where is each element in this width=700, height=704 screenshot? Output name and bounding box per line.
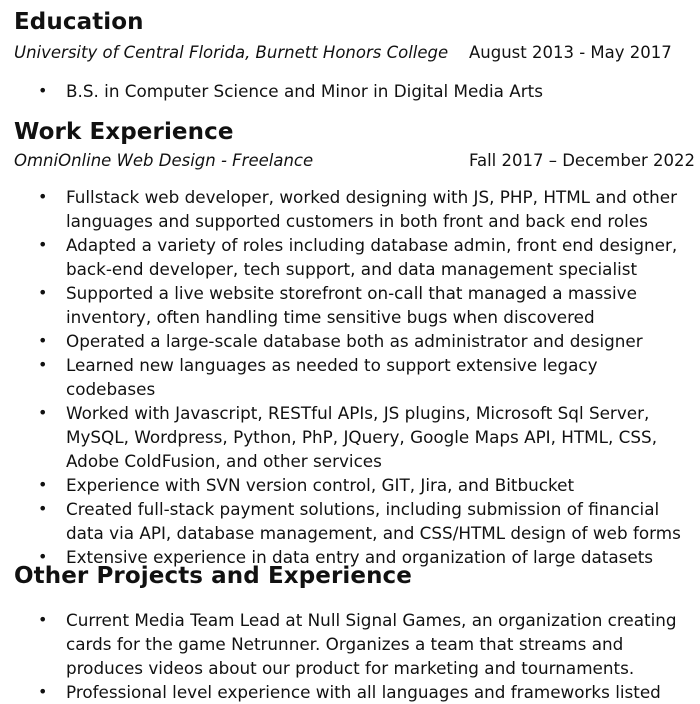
list-item-text: Fullstack web developer, worked designing with JS, PHP, HTML and other languages and supported customers in both front and back end roles	[66, 187, 677, 231]
list-item	[14, 185, 686, 233]
education-heading: Education	[14, 9, 144, 35]
work-org-line	[14, 150, 700, 172]
list-item-text: Learned new languages as needed to support extensive legacy codebases	[66, 355, 598, 399]
list-item-text: B.S. in Computer Science and Minor in Digital Media Arts	[66, 81, 543, 101]
education-org: University of Central Florida, Burnett Honors College	[14, 43, 449, 62]
list-item	[14, 329, 686, 353]
list-item-text: Worked with Javascript, RESTful APIs, JS plugins, Microsoft Sql Server, MySQL, Wordpress, Python, PhP, JQuery, Google Maps API, HTML, CSS, Adobe ColdFusion, and other services	[66, 403, 658, 471]
bullet-icon: •	[38, 682, 48, 701]
list-item	[14, 680, 686, 704]
list-item-text: Extensive experience in data entry and organization of large datasets	[66, 547, 654, 567]
bullet-icon: •	[38, 283, 48, 302]
list-item-text: Adapted a variety of roles including database admin, front end designer, back-end developer, tech support, and data management specialist	[66, 235, 678, 279]
list-item	[14, 79, 686, 103]
bullet-icon: •	[38, 499, 48, 518]
bullet-icon: •	[38, 547, 48, 566]
bullet-icon: •	[38, 355, 48, 374]
bullet-icon: •	[38, 475, 48, 494]
list-item-text: Professional level experience with all languages and frameworks listed	[66, 682, 661, 702]
work-org: OmniOnline Web Design - Freelance	[14, 151, 314, 170]
other-projects-list	[14, 608, 686, 704]
bullet-icon: •	[38, 235, 48, 254]
list-item-text: Created full-stack payment solutions, including submission of financial data via API, database management, and CSS/HTML design of web forms	[66, 499, 681, 543]
list-item-text: Current Media Team Lead at Null Signal Games, an organization creating cards for the game Netrunner. Organizes a team that streams and produces videos about our product for marketing and tournaments.	[66, 610, 677, 678]
bullet-icon: •	[38, 187, 48, 206]
education-list	[14, 79, 686, 103]
bullet-icon: •	[38, 81, 48, 100]
other-projects-heading: Other Projects and Experience	[14, 563, 412, 589]
list-item-text: Operated a large-scale database both as administrator and designer	[66, 331, 643, 351]
list-item	[14, 473, 686, 497]
work-list	[14, 185, 686, 569]
list-item-text: Experience with SVN version control, GIT, Jira, and Bitbucket	[66, 475, 575, 495]
work-dates: Fall 2017 – December 2022	[469, 151, 696, 170]
bullet-icon: •	[38, 610, 48, 629]
list-item	[14, 401, 686, 473]
education-org-line	[14, 42, 700, 64]
work-experience-heading: Work Experience	[14, 119, 234, 145]
bullet-icon: •	[38, 403, 48, 422]
list-item	[14, 281, 686, 329]
education-dates: August 2013 - May 2017	[469, 43, 672, 62]
bullet-icon: •	[38, 331, 48, 350]
list-item	[14, 497, 686, 545]
list-item-text: Supported a live website storefront on-call that managed a massive inventory, often handling time sensitive bugs when discovered	[66, 283, 637, 327]
list-item	[14, 608, 686, 680]
list-item	[14, 233, 686, 281]
list-item	[14, 353, 686, 401]
